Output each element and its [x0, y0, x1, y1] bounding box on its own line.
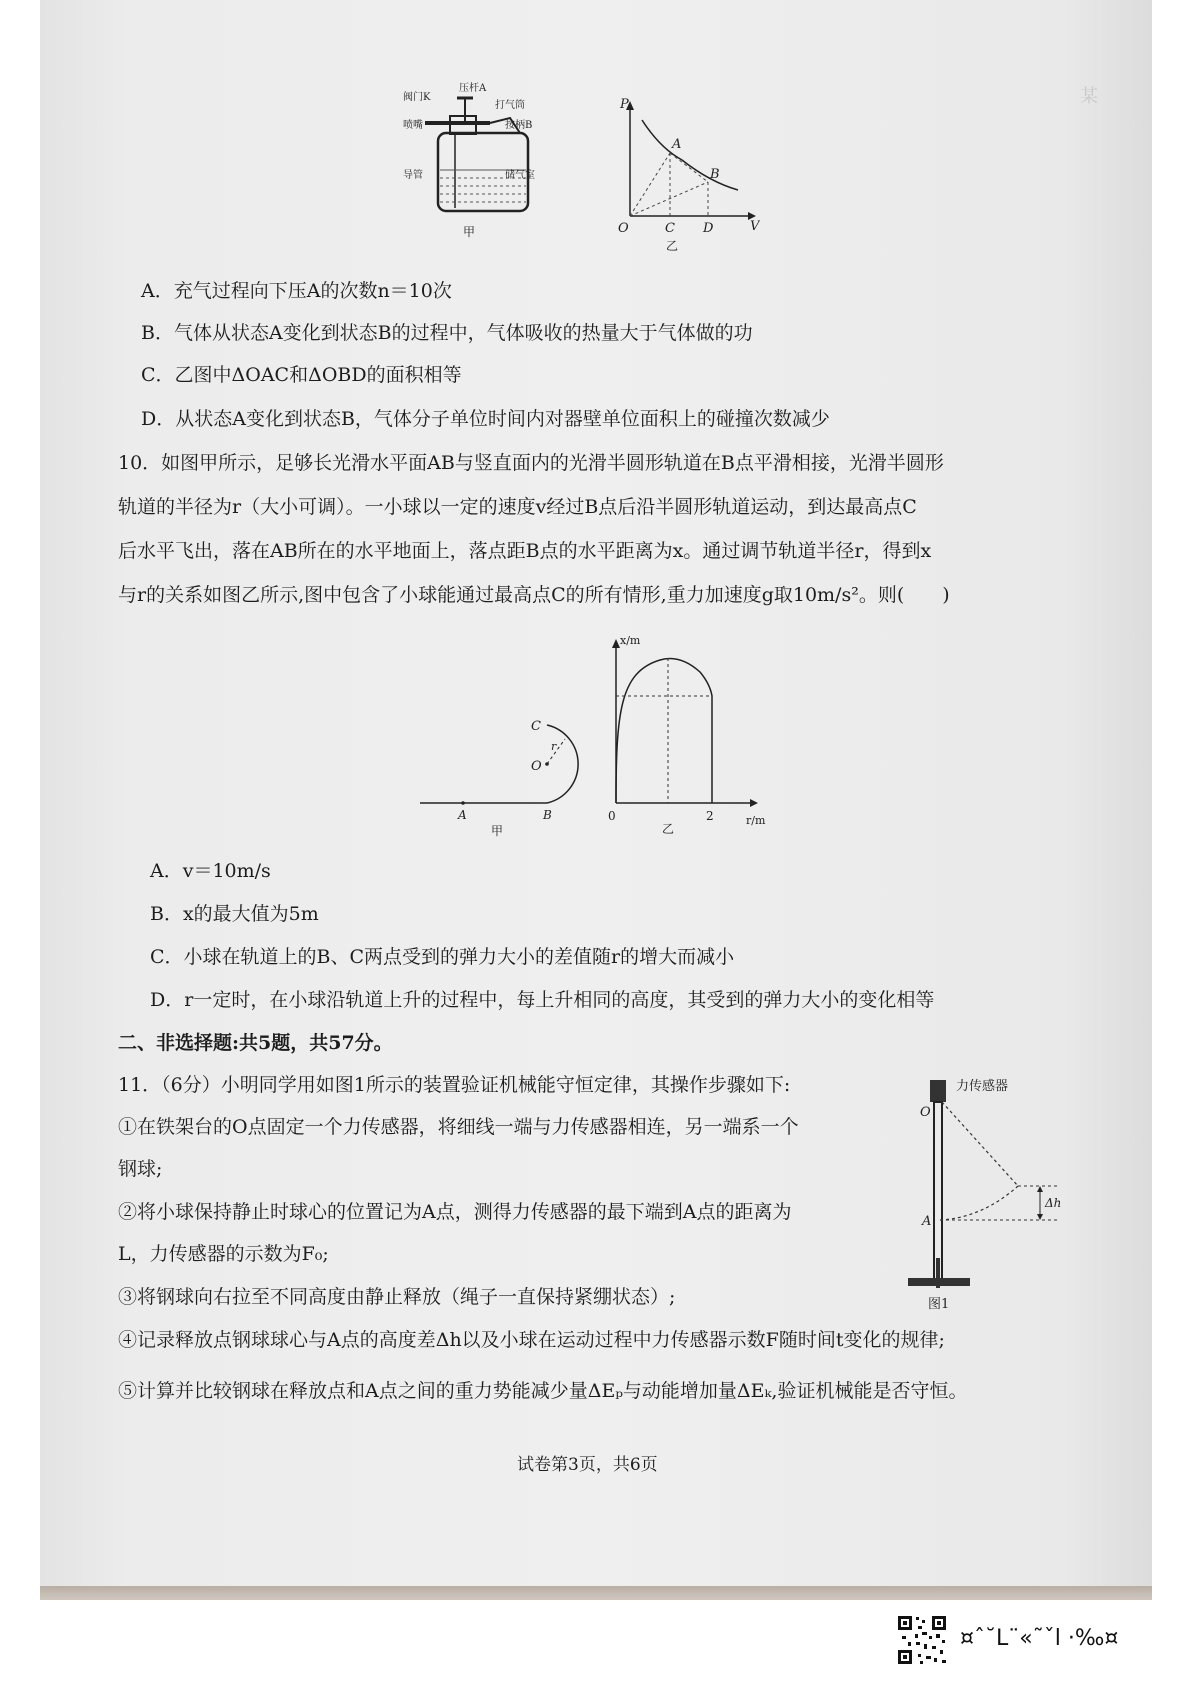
q10-option-c: C．小球在轨道上的B、C两点受到的弹力大小的差值随r的增大而减小: [150, 946, 735, 968]
watermark-text: ¤ˆ˘L¨«˜ˇl ·‰¤: [960, 1626, 1119, 1651]
q10-line-1: 10．如图甲所示，足够长光滑水平面AB与竖直面内的光滑半圆形轨道在B点平滑相接，光滑半圆形: [118, 452, 944, 474]
graph-origin: 0: [608, 809, 616, 823]
qr-code-icon[interactable]: [896, 1614, 948, 1666]
q9-option-b: B．气体从状态A变化到状态B的过程中，气体吸收的热量大于气体做的功: [141, 322, 753, 344]
pv-tick-c: C: [665, 221, 675, 236]
pv-origin: O: [618, 221, 629, 236]
page-footer: 试卷第3页，共6页: [517, 1455, 658, 1475]
graph-tick-2: 2: [706, 809, 714, 823]
track-b: B: [543, 808, 552, 822]
q11-line-7: ④记录释放点钢球球心与A点的高度差Δh以及小球在运动过程中力传感器示数F随时间t变化的规律;: [118, 1329, 945, 1351]
track-r: r: [551, 740, 557, 753]
q10-option-d: D．r一定时，在小球沿轨道上升的过程中，每上升相同的高度，其受到的弹力大小的变化相等: [150, 989, 935, 1011]
q11-line-3: 钢球;: [118, 1158, 163, 1180]
q11-line-1: 11．（6分）小明同学用如图1所示的装置验证机械能守恒定律，其操作步骤如下:: [118, 1074, 791, 1096]
label-chamber: 储气室: [505, 170, 535, 181]
pv-axis-v: V: [750, 219, 760, 234]
track-a: A: [458, 808, 467, 822]
figure-1-stand: [900, 1068, 1075, 1318]
q11-line-8: ⑤计算并比较钢球在释放点和A点之间的重力势能减少量ΔEₚ与动能增加量ΔEₖ,验证机械能是否守恒。: [118, 1380, 968, 1402]
section-2-heading: 二、非选择题:共5题，共57分。: [118, 1032, 393, 1054]
pv-tick-d: D: [703, 221, 714, 236]
pv-axis-p: P: [620, 98, 629, 112]
fig11-point-o: O: [920, 1105, 931, 1120]
fig11-point-a: A: [922, 1214, 932, 1229]
graph-xlabel: r/m: [746, 814, 766, 827]
q9-option-d: D．从状态A变化到状态B，气体分子单位时间内对器壁单位面积上的碰撞次数减少: [141, 408, 830, 430]
q9-option-a: A．充气过程向下压A的次数n＝10次: [141, 280, 452, 302]
track-c: C: [531, 719, 541, 734]
caption-yi: 乙: [666, 239, 679, 253]
fig11-sensor-label: 力传感器: [956, 1079, 1009, 1094]
q11-line-4: ②将小球保持静止时球心的位置记为A点，测得力传感器的最下端到A点的距离为: [118, 1201, 792, 1223]
q11-line-2: ①在铁架台的O点固定一个力传感器，将细线一端与力传感器相连，另一端系一个: [118, 1116, 799, 1138]
label-pump: 打气筒: [495, 100, 525, 111]
graph-ylabel: x/m: [620, 634, 641, 647]
q11-line-6: ③将钢球向右拉至不同高度由静止释放（绳子一直保持紧绷状态）;: [118, 1286, 676, 1308]
bleed-through-text: 某: [1080, 86, 1098, 107]
graph-caption: 乙: [662, 822, 675, 836]
exam-paper: [40, 0, 1152, 1598]
label-valve-k: 阀门K: [403, 92, 431, 103]
caption-jia: 甲: [463, 225, 476, 239]
label-handle-b: 按柄B: [505, 120, 533, 131]
pv-graph: [610, 98, 760, 253]
x-r-graph: [600, 632, 780, 837]
table-edge: [40, 1586, 1152, 1600]
label-press-rod: 压杆A: [459, 83, 487, 94]
pv-point-a: A: [672, 137, 682, 152]
q9-option-c: C．乙图中ΔOAC和ΔOBD的面积相等: [141, 364, 462, 386]
fig11-caption: 图1: [928, 1297, 950, 1312]
label-tube: 导管: [403, 170, 423, 181]
q11-line-5: L，力传感器的示数为F₀;: [118, 1243, 329, 1265]
pv-point-b: B: [710, 167, 720, 182]
label-nozzle: 喷嘴: [403, 120, 423, 131]
q10-line-3: 后水平飞出，落在AB所在的水平地面上，落点距B点的水平距离为x。通过调节轨道半径r，得到x: [118, 540, 932, 562]
track-o: O: [531, 759, 542, 774]
sprayer-figure: [395, 78, 570, 243]
q10-option-a: A．v＝10m/s: [150, 860, 271, 882]
track-caption: 甲: [491, 824, 504, 838]
q10-line-2: 轨道的半径为r（大小可调）。一小球以一定的速度v经过B点后沿半圆形轨道运动，到达最高点C: [118, 496, 917, 518]
q10-option-b: B．x的最大值为5m: [150, 903, 319, 925]
q10-line-4: 与r的关系如图乙所示,图中包含了小球能通过最高点C的所有情形,重力加速度g取10m/s²。则( ): [118, 584, 950, 606]
track-figure: [415, 715, 590, 840]
fig11-delta-h: Δh: [1045, 1196, 1062, 1210]
